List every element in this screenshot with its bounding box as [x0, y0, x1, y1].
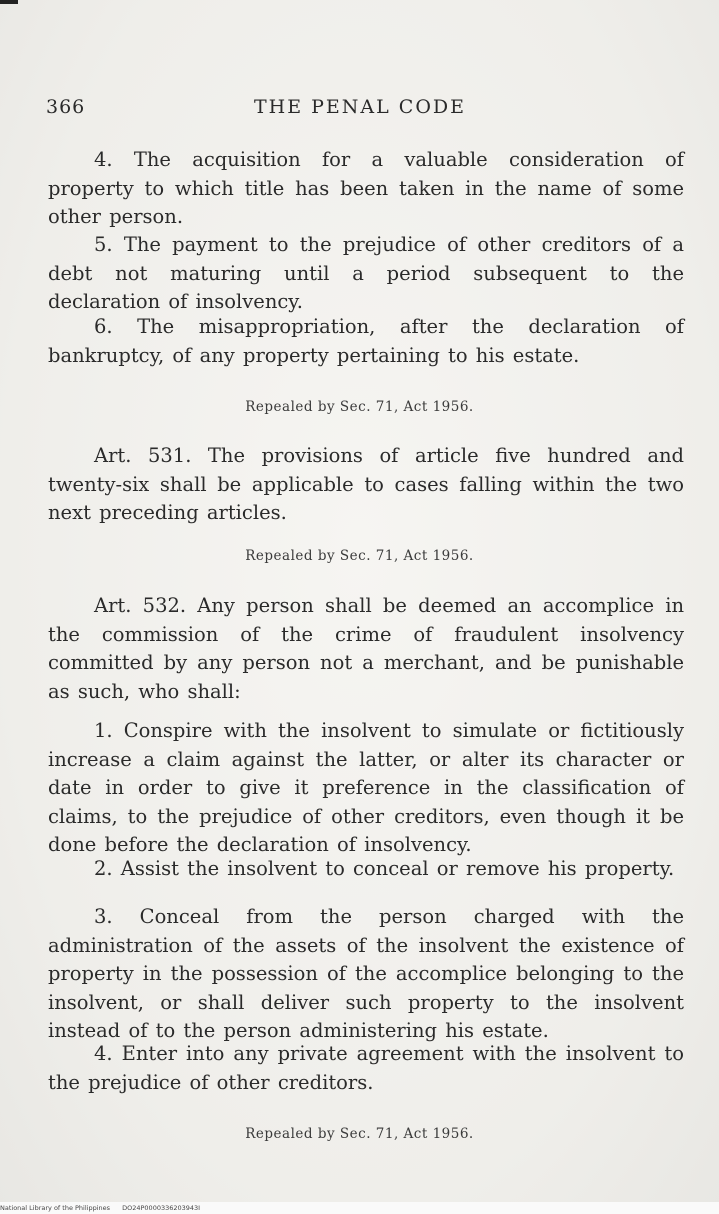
library-credit: National Library of the Philippines — [0, 1204, 111, 1212]
item-6-misappropriation: 6. The misappropriation, after the declaration of bankruptcy, of any property pertaining to his estate. — [48, 315, 684, 367]
repeal-note-3: Repealed by Sec. 71, Act 1956. — [245, 1126, 474, 1142]
running-title: THE PENAL CODE — [254, 96, 467, 118]
art532-item-2: 2. Assist the insolvent to conceal or remove his property. — [94, 857, 675, 880]
repeal-note-1: Repealed by Sec. 71, Act 1956. — [245, 399, 474, 415]
art532-item-4: 4. Enter into any private agreement with the insolvent to the prejudice of other creditors. — [48, 1042, 684, 1094]
article-531: Art. 531. The provisions of article five hundred and twenty-six shall be applicable to cases falling within the two next preceding articles. — [48, 444, 684, 524]
article-532: Art. 532. Any person shall be deemed an accomplice in the commission of the crime of fraudulent insolvency committed by any person not a merchant, and be punishable as such, who shall: — [48, 594, 684, 703]
repeal-note-2: Repealed by Sec. 71, Act 1956. — [245, 548, 474, 564]
art532-item-1: 1. Conspire with the insolvent to simulate or fictitiously increase a claim against the latter, or alter its character or date in order to give it preference in the classification of claims, to the prejudice of other creditors, even though it be done before the declaration of insolvency. — [48, 719, 684, 856]
document-identifier: DO24P0000336203943I — [122, 1204, 201, 1212]
scan-artifact — [0, 0, 18, 4]
item-4-acquisition: 4. The acquisition for a valuable consideration of property to which title has been taken in the name of some other person. — [48, 148, 684, 228]
digitization-footer — [0, 1202, 719, 1214]
page-header — [46, 96, 686, 124]
page-number: 366 — [46, 96, 86, 118]
art532-item-3: 3. Conceal from the person charged with the administration of the assets of the insolvent the existence of property in the possession of the accomplice belonging to the insolvent, or shall deliver such property to the insolvent instead of to the person administering his estate. — [48, 905, 684, 1042]
item-5-payment: 5. The payment to the prejudice of other creditors of a debt not maturing until a period subsequent to the declaration of insolvency. — [48, 233, 684, 313]
